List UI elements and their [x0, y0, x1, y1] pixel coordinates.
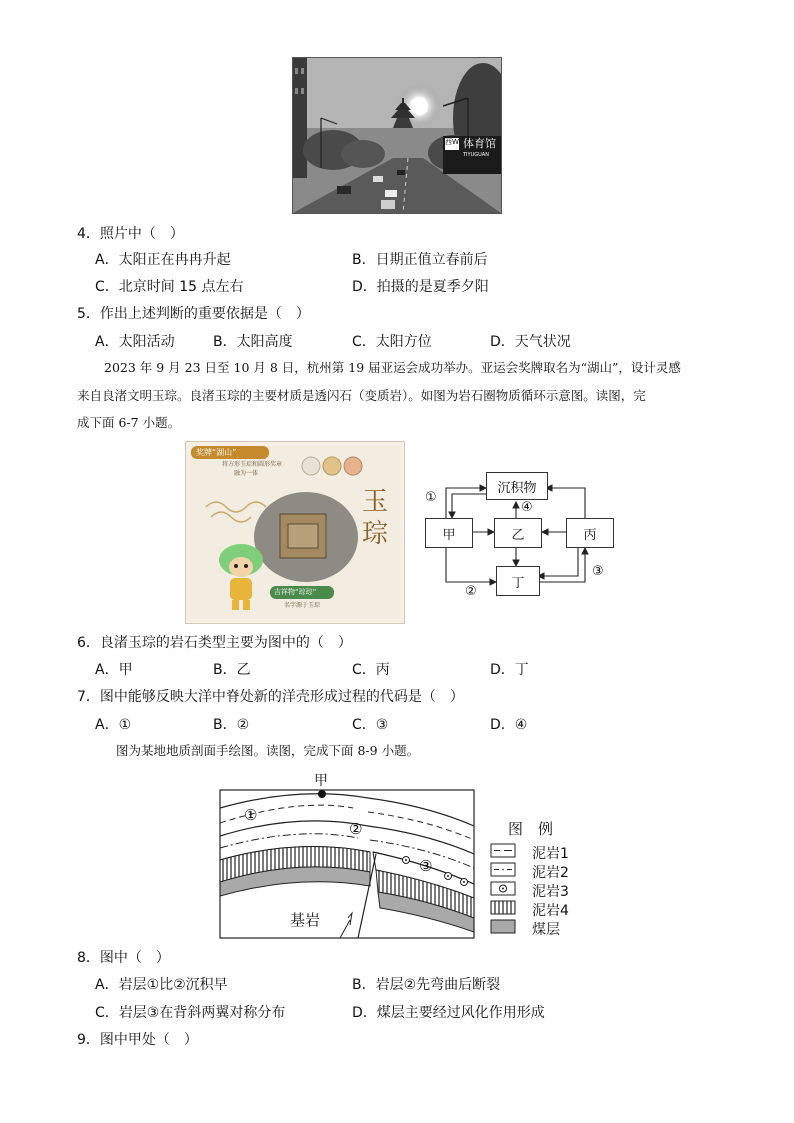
cycle-box-sediment: 沉积物	[486, 472, 548, 500]
geologic-cross-section	[218, 768, 478, 940]
legend-title: 图 例	[508, 820, 554, 838]
legend-mudstone-4: 泥岩4	[532, 903, 569, 919]
bedrock-label: 基岩	[290, 911, 321, 929]
question-9-stem: 9．图中甲处（ ）	[77, 1032, 198, 1048]
intro-6-7-line2: 来自良渚文明玉琮。良渚玉琮的主要材质是透闪石（变质岩）。如图为岩石圈物质循环示意图。读图，完	[77, 388, 646, 403]
cycle-label-2: ②	[465, 584, 477, 599]
sign-title: 体育馆	[463, 137, 496, 150]
intro-8-9: 图为某地地质剖面手绘图。读图，完成下面 8-9 小题。	[116, 743, 420, 758]
question-6-option-a[interactable]: A．甲	[95, 662, 133, 678]
cycle-label-1: ①	[425, 490, 437, 505]
question-6-option-b[interactable]: B．乙	[213, 662, 251, 678]
legend-mudstone-3: 泥岩3	[532, 884, 569, 900]
layer-3-label: ③	[419, 857, 433, 875]
intro-6-7-line1: 2023 年 9 月 23 日至 10 月 8 日，杭州第 19 届亚运会成功举办。亚运会奖牌取名为“湖山”，设计灵感	[104, 360, 681, 375]
question-7-option-b[interactable]: B．②	[213, 717, 250, 733]
cycle-box-bing: 丙	[566, 518, 614, 548]
question-6-stem: 6．良渚玉琮的岩石类型主要为图中的（ ）	[77, 635, 352, 651]
question-7-option-c[interactable]: C．③	[352, 717, 389, 733]
legend-swatches	[490, 842, 520, 938]
medal-title: 奖牌“湖山”	[196, 448, 237, 457]
point-jia-label: 甲	[314, 773, 328, 789]
question-5-option-d[interactable]: D．天气状况	[490, 334, 571, 350]
question-7-option-a[interactable]: A．①	[95, 717, 132, 733]
question-8-option-d[interactable]: D．煤层主要经过风化作用形成	[352, 1005, 545, 1021]
legend-mudstone-2: 泥岩2	[532, 865, 569, 881]
layer-1-label: ①	[244, 806, 258, 824]
mascot-title: 吉祥物“琮琮”	[274, 588, 317, 596]
question-4-option-b[interactable]: B．日期正值立春前后	[352, 252, 488, 268]
question-5-stem: 5．作出上述判断的重要依据是（ ）	[77, 306, 310, 322]
layer-2-label: ②	[349, 820, 363, 838]
question-4-stem: 4．照片中（ ）	[77, 226, 184, 242]
sign-subtitle: TIYUGUAN	[463, 152, 489, 158]
question-6-option-d[interactable]: D．丁	[490, 662, 529, 678]
mascot-desc: 名字源于玉琮	[284, 602, 321, 609]
cycle-label-3: ③	[592, 564, 604, 579]
asian-games-poster	[185, 441, 405, 624]
legend-coal-seam: 煤层	[532, 922, 560, 938]
cycle-box-jia: 甲	[425, 518, 473, 548]
poster-big-char-1: 玉	[362, 487, 389, 517]
intro-6-7-line3: 成下面 6-7 小题。	[77, 415, 181, 430]
question-5-option-a[interactable]: A．太阳活动	[95, 334, 175, 350]
question-8-option-c[interactable]: C．岩层③在背斜两翼对称分布	[95, 1005, 286, 1021]
cycle-box-ding: 丁	[496, 566, 540, 596]
medal-desc-2: 融为一体	[234, 470, 259, 477]
poster-big-char-2: 琮	[362, 519, 389, 549]
question-8-stem: 8．图中（ ）	[77, 950, 170, 966]
medal-desc-1: 将方形玉琮和圆形奖章	[222, 461, 283, 468]
question-5-option-c[interactable]: C．太阳方位	[352, 334, 432, 350]
sunset-photo	[292, 57, 502, 214]
question-4-option-d[interactable]: D．拍摄的是夏季夕阳	[352, 279, 489, 295]
question-6-option-c[interactable]: C．丙	[352, 662, 390, 678]
question-4-option-a[interactable]: A．太阳正在冉冉升起	[95, 252, 231, 268]
cycle-box-yi: 乙	[494, 518, 542, 548]
sign-direction: 西W	[445, 138, 459, 146]
question-8-option-a[interactable]: A．岩层①比②沉积早	[95, 977, 228, 993]
legend-mudstone-1: 泥岩1	[532, 846, 569, 862]
question-8-option-b[interactable]: B．岩层②先弯曲后断裂	[352, 977, 501, 993]
photo-scene	[293, 58, 501, 213]
cycle-label-4: ④	[521, 500, 533, 515]
question-7-stem: 7．图中能够反映大洋中脊处新的洋壳形成过程的代码是（ ）	[77, 689, 464, 705]
question-7-option-d[interactable]: D．④	[490, 717, 528, 733]
question-4-option-c[interactable]: C．北京时间 15 点左右	[95, 279, 244, 295]
question-5-option-b[interactable]: B．太阳高度	[213, 334, 293, 350]
